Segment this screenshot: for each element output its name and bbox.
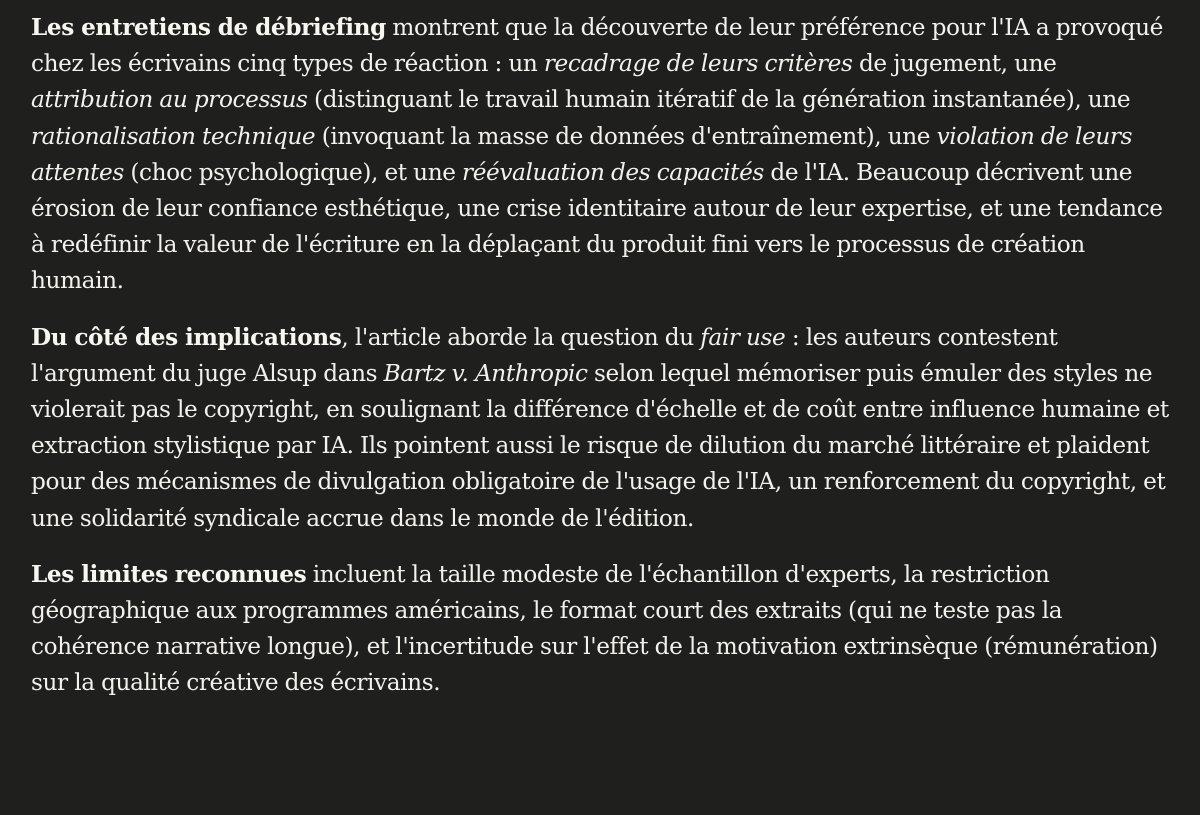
bold-heading: Les entretiens de débriefing — [31, 14, 386, 41]
text-run: : les auteurs contestent l'argument du juge Alsup dans — [31, 323, 1058, 387]
text-run: (choc psychologique), et une — [123, 158, 463, 186]
paragraph-limitations — [31, 557, 1170, 702]
text-run: (invoquant la masse de données d'entraînement), une — [315, 122, 937, 150]
italic-term: recadrage de leurs critères — [543, 50, 853, 78]
bold-heading: Du côté des implications — [31, 323, 342, 351]
bold-heading: Les limites reconnues — [31, 560, 307, 588]
paragraph-implications — [31, 320, 1170, 537]
text-run: incluent la taille modeste de l'échantillon d'experts, la restriction géographique aux programmes américains, le format court des extraits (qui ne teste pas la cohérence narrative longue), et l'incertitude sur l'effet de la motivation extrinsèque (rémunération) sur la qualité créative des écrivains. — [31, 560, 1158, 697]
text-run: de l'IA. Beaucoup décrivent une érosion de leur confiance esthétique, une crise identitaire autour de leur expertise, et une tendance à redéfinir la valeur de l'écriture en la déplaçant du produit fini vers le processus de création humain. — [31, 158, 1163, 295]
paragraph-debriefing — [31, 10, 1170, 300]
italic-term: réévaluation des capacités — [462, 158, 764, 186]
text-run: selon lequel mémoriser puis émuler des styles ne violerait pas le copyright, en soulignant la différence d'échelle et de coût entre influence humaine et extraction stylistique par IA. Ils pointent aussi le risque de dilution du marché littéraire et plaident pour des mécanismes de divulgation obligatoire de l'usage de l'IA, un renforcement du copyright, et une solidarité syndicale accrue dans le monde de l'édition. — [31, 359, 1169, 532]
text-run: montrent que la découverte de leur préférence pour l'IA a provoqué chez les écrivains cinq types de réaction : un — [31, 14, 1163, 78]
italic-term: fair use — [700, 323, 786, 351]
italic-case-name: Bartz v. Anthropic — [383, 359, 588, 387]
italic-term: attribution au processus — [31, 86, 308, 114]
text-run: , l'article aborde la question du — [341, 323, 701, 351]
text-run: de jugement, une — [852, 50, 1057, 78]
italic-term: violation de leurs attentes — [31, 122, 1133, 186]
italic-term: rationalisation technique — [31, 122, 316, 150]
text-run: (distinguant le travail humain itératif de la génération instantanée), une — [307, 86, 1131, 114]
